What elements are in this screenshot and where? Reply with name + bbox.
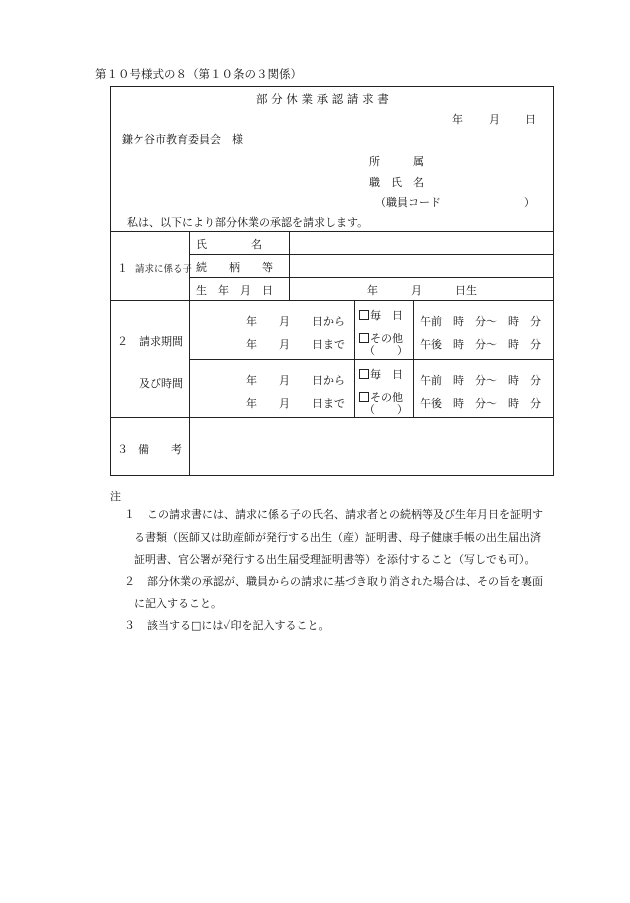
date-day-label: 日 [525,113,536,126]
notes-title: 注 [110,490,121,503]
section2-label-line2: 及び時間 [139,377,183,390]
section3-number: ３ [117,443,128,456]
form-number: 第１０号様式の８（第１０条の３関係） [95,67,302,81]
period2-pm-time[interactable]: 午後 時 分～ 時 分 [420,397,541,410]
note2-number: ２ [124,575,135,588]
note3-number: ３ [124,619,135,632]
period2-from[interactable]: 年 月 日から [246,374,345,387]
note1-line3: 証明書、官公署が発行する出生届受理証明書等）を添付すること（写しでも可）。 [134,553,536,566]
note2-line2: に記入すること。 [134,597,222,610]
section2-label-line1: 請求期間 [139,335,183,348]
period1-pm-time[interactable]: 午後 時 分～ 時 分 [420,338,541,351]
applicant-name-label: 職 氏 名 [369,176,424,189]
period1-am-time[interactable]: 午前 時 分～ 時 分 [420,315,541,328]
employee-code-label: （職員コード [375,196,441,209]
date-year-label: 年 [452,113,463,126]
section1-label: 請求に係る子 [135,264,193,275]
period1-from[interactable]: 年 月 日から [246,315,345,328]
period2-other-option[interactable]: その他 [359,389,403,405]
period1-other-paren[interactable]: （ ） [364,344,408,357]
period1-to[interactable]: 年 月 日まで [246,338,345,351]
employee-code-close: ） [524,196,535,209]
period1-daily-option[interactable]: 毎 日 [359,307,403,323]
daily-checkbox[interactable] [359,369,369,379]
note1-line2: る書類（医師又は助産師が発行する出生（産）証明書、母子健康手帳の出生届出済 [134,531,541,544]
remarks-label: 備 考 [138,443,182,456]
request-sentence: 私は、以下により部分休業の承認を請求します。 [127,216,369,229]
birthdate-value[interactable]: 年 月 日生 [367,284,477,297]
form-title: 部 分 休 業 承 認 請 求 書 [256,92,389,106]
section2-number: ２ [117,335,128,348]
period2-daily-option[interactable]: 毎 日 [359,366,403,382]
note3-line1: 該当する□には✓印を記入すること。 [147,619,330,632]
relationship-label: 続 柄 等 [196,261,273,274]
department-label: 所 属 [369,155,424,168]
period2-am-time[interactable]: 午前 時 分～ 時 分 [420,374,541,387]
note1-number: １ [124,508,135,521]
child-name-label: 氏 名 [196,238,262,251]
date-month-label: 月 [489,113,500,126]
section1-number: １ [117,262,128,275]
period2-other-paren[interactable]: （ ） [364,403,408,416]
birthdate-label: 生 年 月 日 [196,284,273,297]
note2-line1: 部分休業の承認が、職員からの請求に基づき取り消された場合は、その旨を裏面 [147,575,543,588]
daily-checkbox[interactable] [359,310,369,320]
addressee: 鎌ケ谷市教育委員会 様 [122,133,243,146]
note1-line1: この請求書には、請求に係る子の氏名、請求者との続柄等及び生年月日を証明す [147,508,543,521]
period1-other-option[interactable]: その他 [359,330,403,346]
period2-to[interactable]: 年 月 日まで [246,397,345,410]
